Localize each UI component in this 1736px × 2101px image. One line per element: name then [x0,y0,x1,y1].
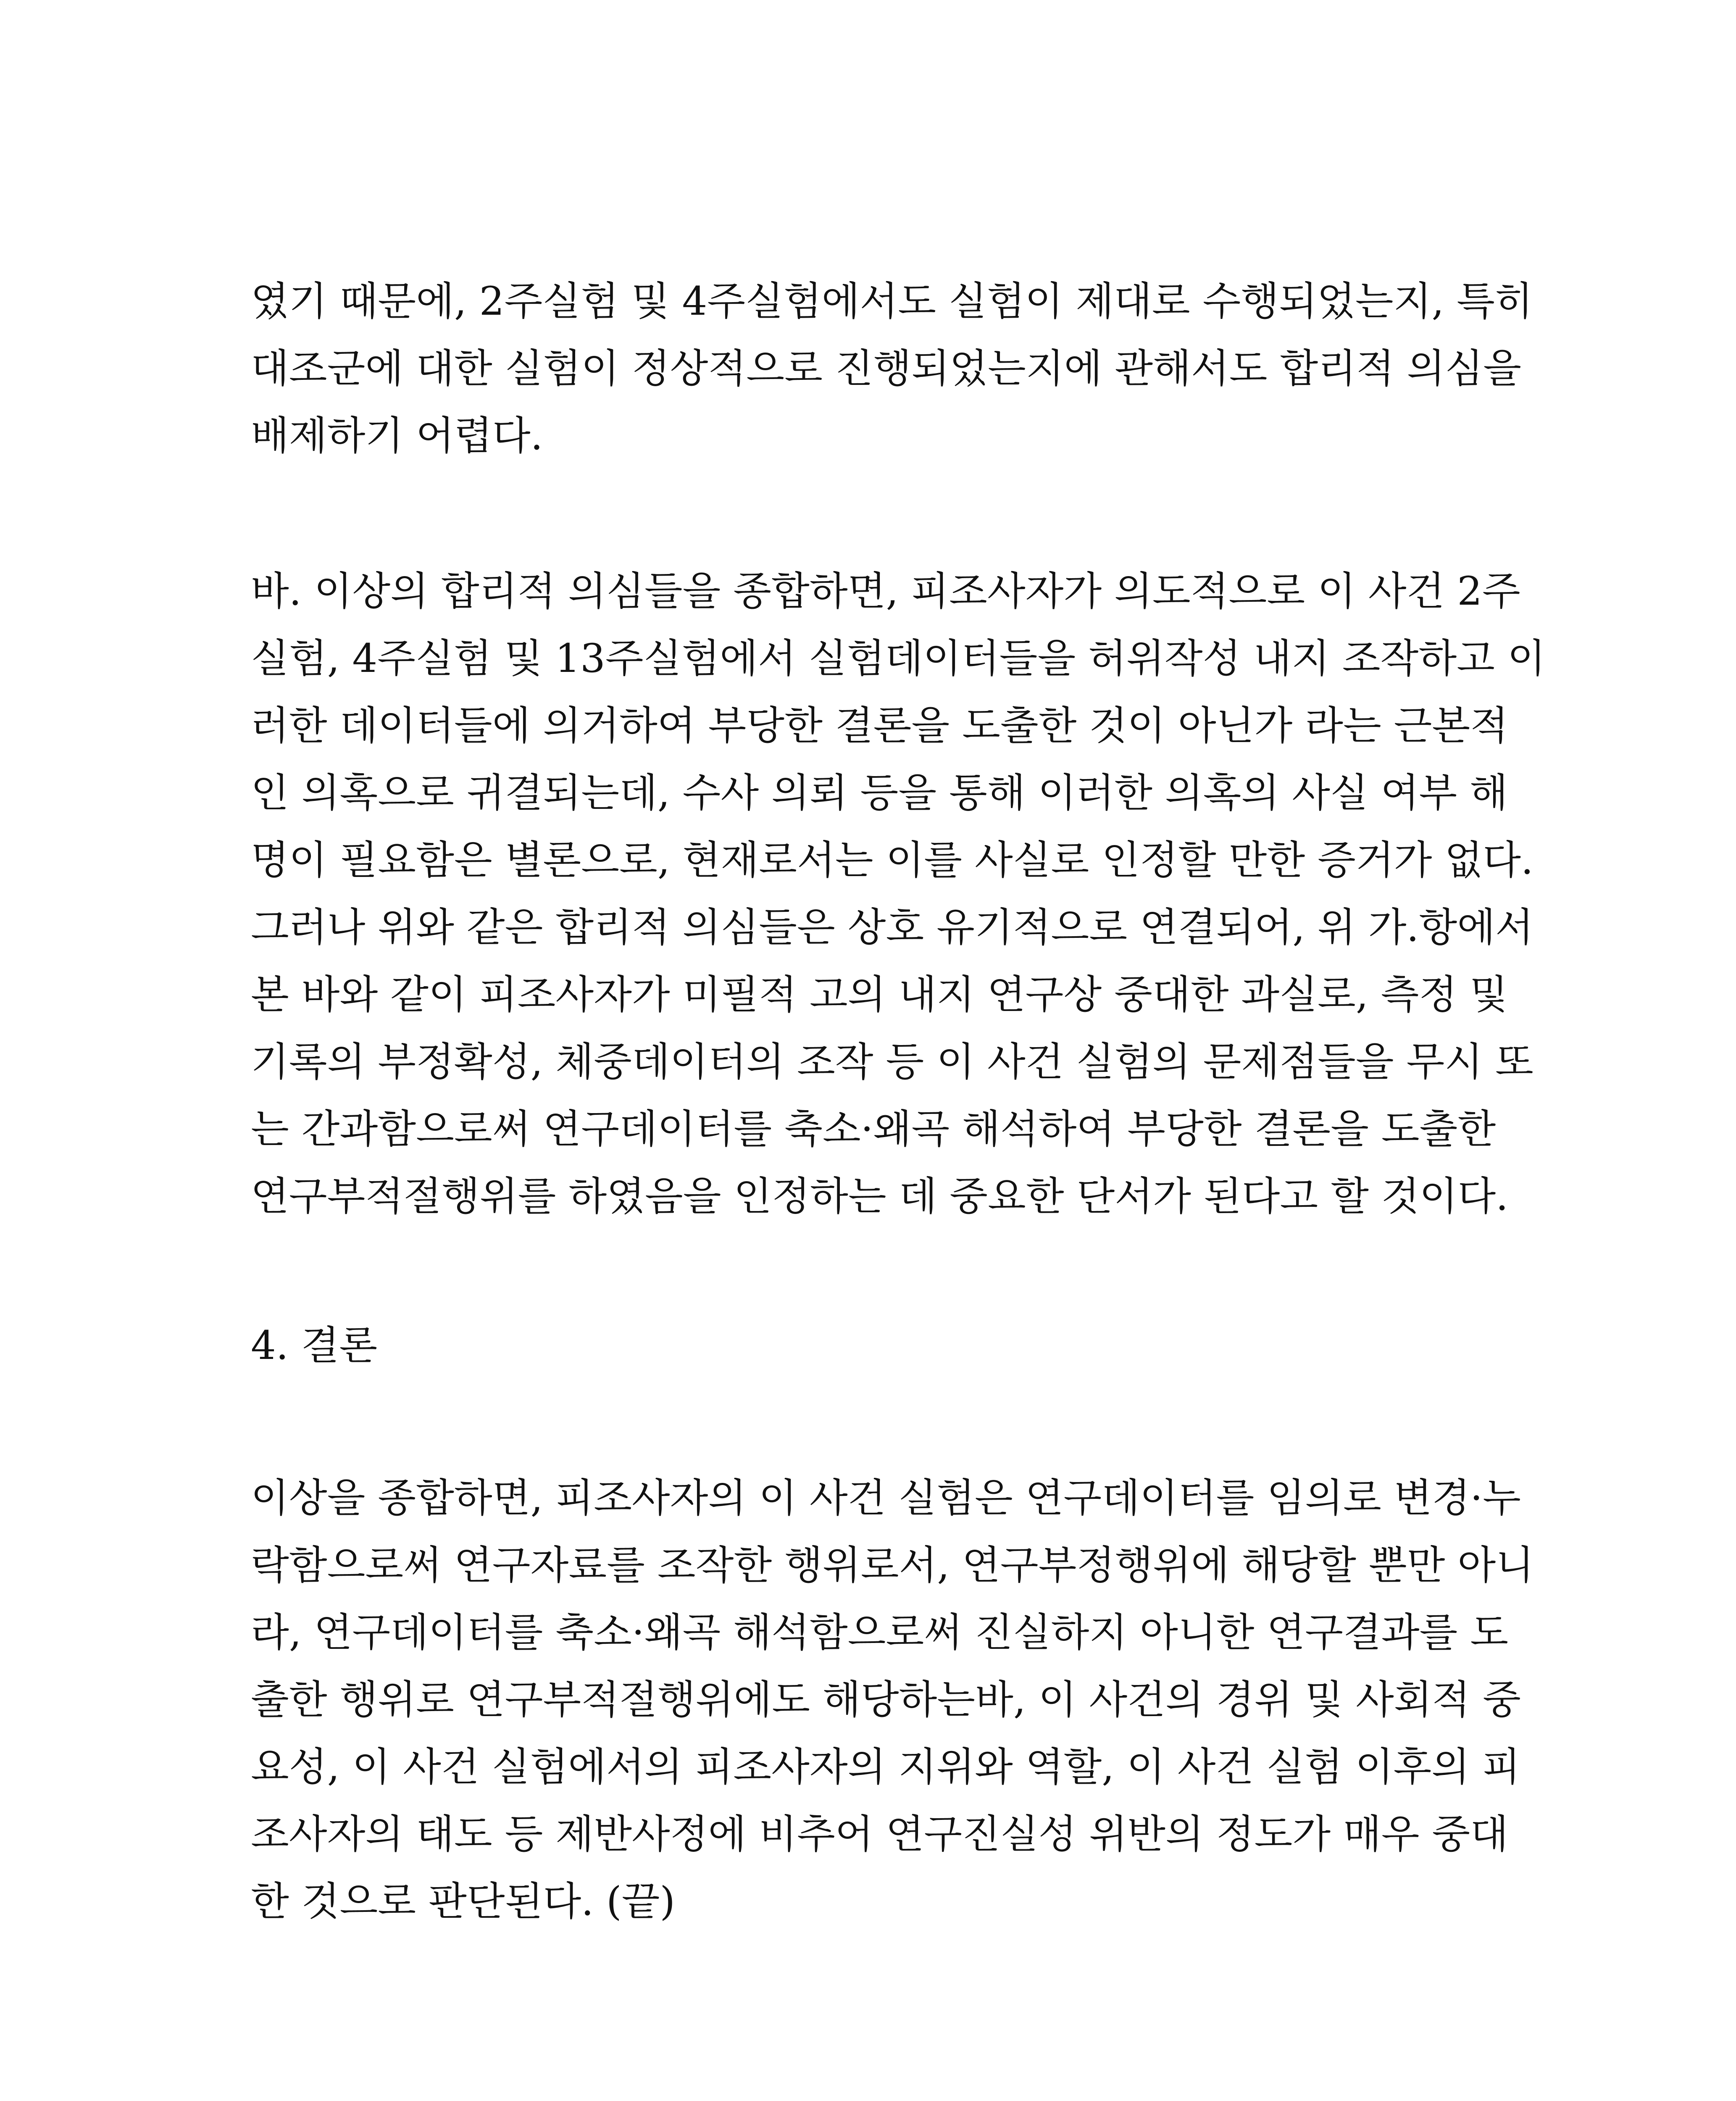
paragraph-3-line-1: 이상을 종합하면, 피조사자의 이 사건 실험은 연구데이터를 임의로 변경·누 [251,1475,1521,1521]
paragraph-3-line-5: 요성, 이 사건 실험에서의 피조사자의 지위와 역할, 이 사건 실험 이후의 피 [251,1744,1520,1790]
paragraph-2-line-3: 러한 데이터들에 의거하여 부당한 결론을 도출한 것이 아닌가 라는 근본적 [251,703,1509,749]
paragraph-2-line-7: 본 바와 같이 피조사자가 미필적 고의 내지 연구상 중대한 과실로, 측정 및 [251,972,1508,1018]
paragraph-3-line-7: 한 것으로 판단된다. (끝) [251,1879,676,1925]
paragraph-2-line-9: 는 간과함으로써 연구데이터를 축소·왜곡 해석하여 부당한 결론을 도출한 [251,1106,1496,1152]
section-heading: 4. 결론 [251,1323,378,1369]
paragraph-1-line-1: 였기 때문에, 2주실험 및 4주실험에서도 실험이 제대로 수행되었는지, 특히 [251,279,1533,324]
paragraph-2-line-10: 연구부적절행위를 하였음을 인정하는 데 중요한 단서가 된다고 할 것이다. [251,1174,1509,1219]
paragraph-3-line-4: 출한 행위로 연구부적절행위에도 해당하는바, 이 사건의 경위 및 사회적 중 [251,1677,1521,1723]
paragraph-2-line-4: 인 의혹으로 귀결되는데, 수사 의뢰 등을 통해 이러한 의혹의 사실 여부 해 [251,770,1508,816]
paragraph-1-line-3: 배제하기 어렵다. [251,413,543,459]
paragraph-2-line-5: 명이 필요함은 별론으로, 현재로서는 이를 사실로 인정할 만한 증거가 없다. [251,837,1533,883]
paragraph-1-line-2: 대조군에 대한 실험이 정상적으로 진행되었는지에 관해서도 합리적 의심을 [251,346,1522,392]
paragraph-3-line-3: 라, 연구데이터를 축소·왜곡 해석함으로써 진실하지 아니한 연구결과를 도 [251,1610,1509,1656]
paragraph-2-line-6: 그러나 위와 같은 합리적 의심들은 상호 유기적으로 연결되어, 위 가.항에서 [251,905,1533,950]
paragraph-2-line-2: 실험, 4주실험 및 13주실험에서 실험데이터들을 허위작성 내지 조작하고 이 [251,636,1546,682]
paragraph-3-line-6: 조사자의 태도 등 제반사정에 비추어 연구진실성 위반의 정도가 매우 중대 [251,1811,1509,1857]
paragraph-2-line-1: 바. 이상의 합리적 의심들을 종합하면, 피조사자가 의도적으로 이 사건 2주 [251,569,1520,614]
paragraph-3-line-2: 락함으로써 연구자료를 조작한 행위로서, 연구부정행위에 해당할 뿐만 아니 [251,1543,1534,1588]
paragraph-2-line-8: 기록의 부정확성, 체중데이터의 조작 등 이 사건 실험의 문제점들을 무시 또 [251,1039,1533,1085]
